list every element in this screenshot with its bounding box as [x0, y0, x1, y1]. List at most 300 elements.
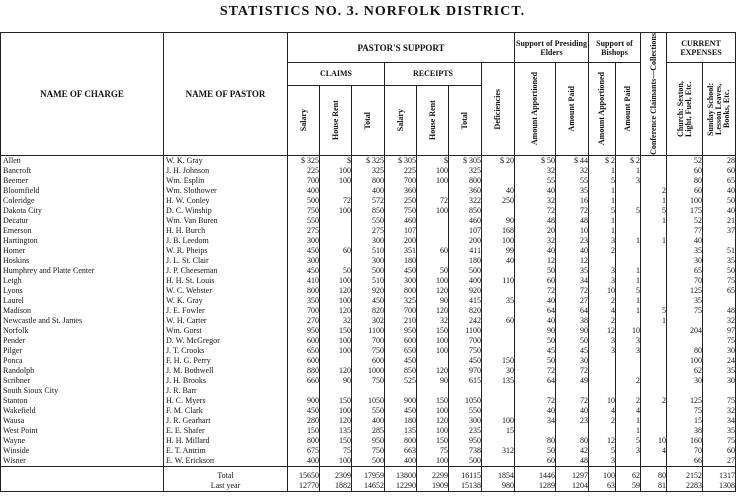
charge-name: Winside [1, 446, 164, 456]
value-cell [482, 456, 515, 467]
name-of-charge-header: NAME OF CHARGE [1, 33, 164, 156]
value-cell: 1100 [449, 326, 482, 336]
value-cell: 325 [352, 166, 385, 176]
value-cell: 750 [352, 376, 385, 386]
value-cell: 150 [417, 396, 449, 406]
value-cell: 12 [556, 256, 589, 266]
value-cell [641, 366, 667, 376]
charge-name: Scribner [1, 376, 164, 386]
table-row [1, 176, 736, 186]
value-cell [641, 276, 667, 286]
value-cell: 125 [667, 286, 703, 296]
value-cell: 24 [703, 356, 736, 366]
value-cell: 100 [320, 336, 352, 346]
value-cell: 180 [385, 416, 417, 426]
value-cell: $ 50 [515, 155, 556, 166]
value-cell: 360 [385, 186, 417, 196]
pastor-name: J. B. Leedom [164, 236, 288, 246]
last-year-label: Last year [164, 481, 288, 492]
table-row [1, 376, 736, 386]
value-cell [417, 386, 449, 396]
last-year-value: 14652 [352, 481, 385, 492]
value-cell: 32 [703, 406, 736, 416]
value-cell: 72 [556, 396, 589, 406]
value-cell [482, 206, 515, 216]
charge-name: Wayne [1, 436, 164, 446]
value-cell: 77 [667, 226, 703, 236]
value-cell: 75 [703, 436, 736, 446]
pastor-name: J. P. Cheeseman [164, 266, 288, 276]
value-cell: 107 [385, 226, 417, 236]
value-cell: 900 [385, 396, 417, 406]
value-cell: 27 [703, 456, 736, 467]
value-cell: 40 [482, 186, 515, 196]
total-row [1, 471, 736, 481]
value-cell: $ 2 [589, 155, 616, 166]
value-cell: 80 [556, 436, 589, 446]
value-cell [641, 266, 667, 276]
current-expenses-header: CURRENT EXPENSES [667, 33, 736, 63]
pastor-name: J. H. Johnson [164, 166, 288, 176]
value-cell: 950 [288, 326, 320, 336]
value-cell: 270 [288, 316, 320, 326]
value-cell: 572 [352, 196, 385, 206]
value-cell: 64 [556, 306, 589, 316]
value-cell [482, 396, 515, 406]
table-row [1, 246, 736, 256]
value-cell: 400 [352, 186, 385, 196]
value-cell: 15 [482, 426, 515, 436]
value-cell [616, 186, 641, 196]
value-cell: 150 [320, 396, 352, 406]
value-cell [482, 436, 515, 446]
charge-name: Bancroft [1, 166, 164, 176]
table-row [1, 276, 736, 286]
deficiencies-header: Deficiencies [482, 63, 515, 156]
pastor-name: F. M. Clark [164, 406, 288, 416]
table-row [1, 346, 736, 356]
table-row [1, 186, 736, 196]
value-cell: 411 [449, 246, 482, 256]
value-cell: 72 [417, 196, 449, 206]
value-cell [449, 386, 482, 396]
value-cell [641, 176, 667, 186]
value-cell: 150 [320, 436, 352, 446]
value-cell: 60 [667, 166, 703, 176]
value-cell: 5 [641, 206, 667, 216]
value-cell [616, 366, 641, 376]
value-cell: 65 [703, 176, 736, 186]
value-cell: 700 [385, 176, 417, 186]
value-cell: 750 [288, 206, 320, 216]
value-cell: 4 [589, 306, 616, 316]
value-cell: 80 [667, 176, 703, 186]
value-cell: 1 [616, 276, 641, 286]
value-cell: 100 [320, 166, 352, 176]
value-cell: 850 [449, 206, 482, 216]
pastor-name: H. H. St. Louis [164, 276, 288, 286]
total-value: 2299 [417, 471, 449, 481]
total-value: 17959 [352, 471, 385, 481]
value-cell: 40 [556, 246, 589, 256]
value-cell: 150 [320, 326, 352, 336]
value-cell: 50 [320, 266, 352, 276]
value-cell: 100 [320, 456, 352, 467]
charge-name: Wisner [1, 456, 164, 467]
receipts-total-header: Total [449, 85, 482, 155]
pastor-name: E. E. Shafer [164, 426, 288, 436]
value-cell: 75 [417, 446, 449, 456]
value-cell [482, 326, 515, 336]
pastor-name: J. H. Brooks [164, 376, 288, 386]
value-cell: 75 [320, 446, 352, 456]
value-cell: 400 [385, 456, 417, 467]
value-cell: 2 [589, 316, 616, 326]
table-row [1, 256, 736, 266]
pastor-name: E. W. Erickson [164, 456, 288, 467]
value-cell: 615 [449, 376, 482, 386]
charge-name: Laurel [1, 296, 164, 306]
value-cell: 4 [589, 406, 616, 416]
value-cell: 51 [703, 246, 736, 256]
value-cell: 23 [556, 236, 589, 246]
value-cell [320, 256, 352, 266]
claims-header: CLAIMS [288, 63, 385, 86]
total-value: 80 [641, 471, 667, 481]
value-cell: 62 [667, 366, 703, 376]
table-row [1, 426, 736, 436]
value-cell: 120 [417, 286, 449, 296]
value-cell: 600 [288, 356, 320, 366]
value-cell: 135 [385, 426, 417, 436]
value-cell: 60 [703, 446, 736, 456]
value-cell [616, 256, 641, 266]
value-cell: 80 [515, 436, 556, 446]
value-cell: 30 [667, 376, 703, 386]
pastor-name: W. C. Webster [164, 286, 288, 296]
table-row [1, 196, 736, 206]
charge-name: Pender [1, 336, 164, 346]
value-cell: 100 [320, 176, 352, 186]
value-cell: 950 [352, 436, 385, 446]
value-cell: 50 [556, 336, 589, 346]
value-cell: $ 325 [352, 155, 385, 166]
value-cell: 351 [385, 246, 417, 256]
value-cell: 48 [703, 306, 736, 316]
value-cell: 100 [417, 176, 449, 186]
charge-name: South Sioux City [1, 386, 164, 396]
value-cell: 100 [482, 416, 515, 426]
value-cell: 300 [288, 256, 320, 266]
value-cell: 99 [482, 246, 515, 256]
value-cell: 75 [667, 306, 703, 316]
value-cell: 1 [616, 416, 641, 426]
value-cell: 3 [589, 336, 616, 346]
value-cell: 1000 [352, 366, 385, 376]
table-row [1, 326, 736, 336]
value-cell: 100 [417, 166, 449, 176]
value-cell [482, 266, 515, 276]
value-cell: 410 [288, 276, 320, 286]
value-cell: 750 [352, 346, 385, 356]
value-cell [589, 356, 616, 366]
value-cell: 72 [515, 286, 556, 296]
elders-paid-header: Amount Paid [556, 63, 589, 156]
value-cell: 75 [703, 396, 736, 406]
value-cell [320, 356, 352, 366]
value-cell: 1 [616, 166, 641, 176]
charge-name: Newcastle and St. James [1, 316, 164, 326]
table-row [1, 436, 736, 446]
value-cell: 40 [703, 206, 736, 216]
value-cell: 400 [288, 186, 320, 196]
last-year-value: 1289 [515, 481, 556, 492]
charge-name: Pilger [1, 346, 164, 356]
value-cell: 880 [288, 366, 320, 376]
value-cell: 1 [589, 196, 616, 206]
value-cell [589, 256, 616, 266]
value-cell [641, 326, 667, 336]
total-value: 62 [616, 471, 641, 481]
value-cell: 35 [703, 426, 736, 436]
value-cell: 300 [288, 236, 320, 246]
value-cell: 72 [556, 286, 589, 296]
value-cell: 800 [352, 176, 385, 186]
table-row [1, 226, 736, 236]
table-row [1, 206, 736, 216]
value-cell: 60 [515, 276, 556, 286]
value-cell: 120 [417, 416, 449, 426]
value-cell: 663 [385, 446, 417, 456]
value-cell [641, 346, 667, 356]
value-cell: 100 [417, 276, 449, 286]
value-cell: 120 [320, 306, 352, 316]
pastor-name: W. H. Carter [164, 316, 288, 326]
value-cell: 100 [417, 426, 449, 436]
value-cell [515, 386, 556, 396]
value-cell: 510 [352, 246, 385, 256]
value-cell [482, 176, 515, 186]
value-cell [641, 336, 667, 346]
value-cell [641, 246, 667, 256]
value-cell: 72 [556, 206, 589, 216]
receipts-header: RECEIPTS [385, 63, 482, 86]
charge-name: Humphrey and Platte Center [1, 266, 164, 276]
value-cell: $ 305 [449, 155, 482, 166]
bishops-paid-header: Amount Paid [616, 63, 641, 156]
value-cell: 150 [288, 426, 320, 436]
bishops-apportioned-header: Amount Apportioned [589, 63, 616, 156]
total-label: Total [164, 471, 288, 481]
value-cell: 4 [641, 446, 667, 456]
last-year-value: 15138 [449, 481, 482, 492]
value-cell: 600 [288, 336, 320, 346]
value-cell: 920 [449, 286, 482, 296]
value-cell: 300 [449, 416, 482, 426]
charge-name: Ponca [1, 356, 164, 366]
value-cell: 3 [589, 276, 616, 286]
value-cell [515, 426, 556, 436]
value-cell: $ 44 [556, 155, 589, 166]
value-cell [616, 226, 641, 236]
total-value: 16115 [449, 471, 482, 481]
total-value: 2152 [667, 471, 703, 481]
value-cell [556, 386, 589, 396]
value-cell: 1 [616, 306, 641, 316]
pastor-name: D. C. Winship [164, 206, 288, 216]
table-footer [1, 466, 736, 491]
value-cell: 300 [385, 276, 417, 286]
value-cell: $ [417, 155, 449, 166]
value-cell [641, 256, 667, 266]
value-cell: 400 [449, 276, 482, 286]
value-cell: 5 [589, 176, 616, 186]
value-cell: 600 [352, 356, 385, 366]
value-cell: 5 [641, 306, 667, 316]
table-row [1, 236, 736, 246]
value-cell: 50 [417, 266, 449, 276]
value-cell: 2 [641, 186, 667, 196]
value-cell: 30 [482, 366, 515, 376]
value-cell: 50 [703, 196, 736, 206]
value-cell [417, 256, 449, 266]
pastor-name: D. W. McGregor [164, 336, 288, 346]
value-cell: 5 [616, 436, 641, 446]
value-cell: 40 [556, 406, 589, 416]
value-cell: 275 [288, 226, 320, 236]
value-cell: 1 [616, 236, 641, 246]
value-cell [641, 155, 667, 166]
value-cell: 3 [589, 266, 616, 276]
table-row [1, 336, 736, 346]
charge-name: West Point [1, 426, 164, 436]
value-cell: 200 [385, 236, 417, 246]
value-cell: 90 [417, 296, 449, 306]
value-cell: 34 [703, 416, 736, 426]
value-cell: 120 [320, 416, 352, 426]
value-cell [616, 356, 641, 366]
value-cell: $ 2 [616, 155, 641, 166]
value-cell: 2 [589, 246, 616, 256]
value-cell: 52 [667, 155, 703, 166]
value-cell: 55 [556, 176, 589, 186]
value-cell: 950 [385, 326, 417, 336]
value-cell: 100 [320, 206, 352, 216]
value-cell [385, 386, 417, 396]
value-cell [616, 216, 641, 226]
value-cell: 35 [482, 296, 515, 306]
value-cell: 920 [352, 286, 385, 296]
statistics-table [0, 32, 736, 492]
charge-name: Emerson [1, 226, 164, 236]
value-cell: 3 [589, 346, 616, 356]
value-cell [616, 196, 641, 206]
table-row [1, 446, 736, 456]
value-cell [589, 426, 616, 436]
pastor-name: J. T. Crooks [164, 346, 288, 356]
value-cell [667, 386, 703, 396]
last-year-row [1, 481, 736, 492]
value-cell: 35 [556, 186, 589, 196]
value-cell: 450 [288, 246, 320, 256]
value-cell: 450 [385, 406, 417, 416]
value-cell: 90 [417, 376, 449, 386]
value-cell: 32 [703, 316, 736, 326]
table-row [1, 396, 736, 406]
table-row [1, 456, 736, 467]
value-cell [589, 386, 616, 396]
value-cell: 100 [482, 236, 515, 246]
value-cell [417, 236, 449, 246]
value-cell: 242 [449, 316, 482, 326]
value-cell [482, 166, 515, 176]
table-row [1, 155, 736, 166]
value-cell: 10 [589, 396, 616, 406]
table-body [1, 155, 736, 466]
value-cell: 60 [703, 166, 736, 176]
value-cell: 75 [667, 406, 703, 416]
claims-total-header: Total [352, 85, 385, 155]
value-cell: 35 [703, 366, 736, 376]
value-cell: 225 [385, 166, 417, 176]
value-cell: 32 [515, 236, 556, 246]
value-cell [641, 226, 667, 236]
value-cell [320, 386, 352, 396]
value-cell: 150 [482, 356, 515, 366]
last-year-value: 2283 [667, 481, 703, 492]
value-cell: 10 [589, 286, 616, 296]
value-cell: 180 [385, 256, 417, 266]
value-cell: 550 [288, 216, 320, 226]
value-cell [288, 386, 320, 396]
value-cell: 48 [556, 216, 589, 226]
value-cell: 235 [449, 426, 482, 436]
conference-claimants-header: Conference Claimants—Collections [641, 33, 667, 156]
value-cell: 40 [515, 316, 556, 326]
value-cell: 1 [616, 266, 641, 276]
value-cell: 50 [515, 266, 556, 276]
value-cell: 700 [288, 306, 320, 316]
value-cell [482, 406, 515, 416]
value-cell: 550 [352, 406, 385, 416]
receipts-house-rent-header: House Rent [417, 85, 449, 155]
charge-name: Randolph [1, 366, 164, 376]
value-cell: 700 [385, 306, 417, 316]
value-cell: $ 325 [288, 155, 320, 166]
value-cell: 250 [385, 196, 417, 206]
value-cell: 64 [515, 376, 556, 386]
value-cell: 32 [515, 196, 556, 206]
value-cell: 300 [352, 236, 385, 246]
value-cell: 750 [385, 206, 417, 216]
pastor-name: J. L. St. Clair [164, 256, 288, 266]
value-cell: 90 [556, 326, 589, 336]
value-cell: 45 [556, 346, 589, 356]
value-cell [703, 296, 736, 306]
value-cell: 40 [515, 246, 556, 256]
value-cell: 450 [288, 406, 320, 416]
last-year-value: 1204 [556, 481, 589, 492]
last-year-value: 1882 [320, 481, 352, 492]
value-cell: 40 [515, 406, 556, 416]
value-cell: 72 [515, 396, 556, 406]
claims-salary-header: Salary [288, 85, 320, 155]
last-year-value: 81 [641, 481, 667, 492]
value-cell: 23 [556, 416, 589, 426]
value-cell: 125 [667, 396, 703, 406]
value-cell: 1 [641, 236, 667, 246]
table-row [1, 316, 736, 326]
